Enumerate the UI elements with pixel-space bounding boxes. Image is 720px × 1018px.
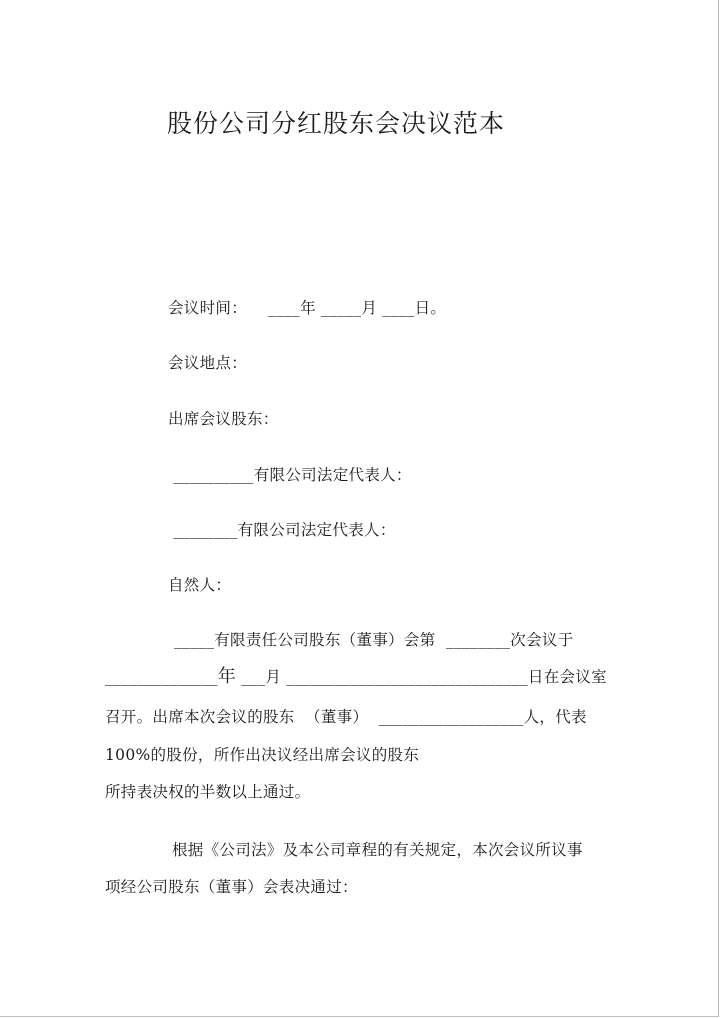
- basis-paragraph-line-1: 根据《公司法》及本公司章程的有关规定，本次会议所议事: [172, 841, 583, 859]
- company-representative-line-2: ________有限公司法定代表人：: [168, 521, 396, 539]
- resolution-paragraph-line-4: 100%的股份，所作出决议经出席会议的股东: [105, 746, 420, 764]
- natural-person-line: 自然人：: [168, 576, 232, 594]
- meeting-time-line: 会议时间： ____年 _____月 ____日。: [168, 299, 447, 317]
- meeting-place-line: 会议地点：: [168, 354, 248, 372]
- company-representative-line-1: __________有限公司法定代表人：: [168, 466, 412, 484]
- resolution-paragraph-line-5: 所持表决权的半数以上通过。: [105, 783, 311, 801]
- resolution-paragraph-line-1: _____有限责任公司股东（董事）会第 ________次会议于: [174, 631, 574, 649]
- month-day-place: ___月 ______________________________日在会议室: [236, 668, 607, 686]
- basis-paragraph-line-2: 项经公司股东（董事）会表决通过：: [105, 878, 358, 896]
- year-char: 年: [217, 666, 237, 687]
- resolution-paragraph-line-2: [105, 667, 607, 687]
- resolution-paragraph-line-3: 召开。出席本次会议的股东 （董事） __________________人，代表: [105, 708, 587, 726]
- blank-year: ______________: [105, 668, 218, 686]
- attending-shareholders-line: 出席会议股东：: [168, 410, 279, 428]
- page-title: 股份公司分红股东会决议范本: [167, 109, 506, 138]
